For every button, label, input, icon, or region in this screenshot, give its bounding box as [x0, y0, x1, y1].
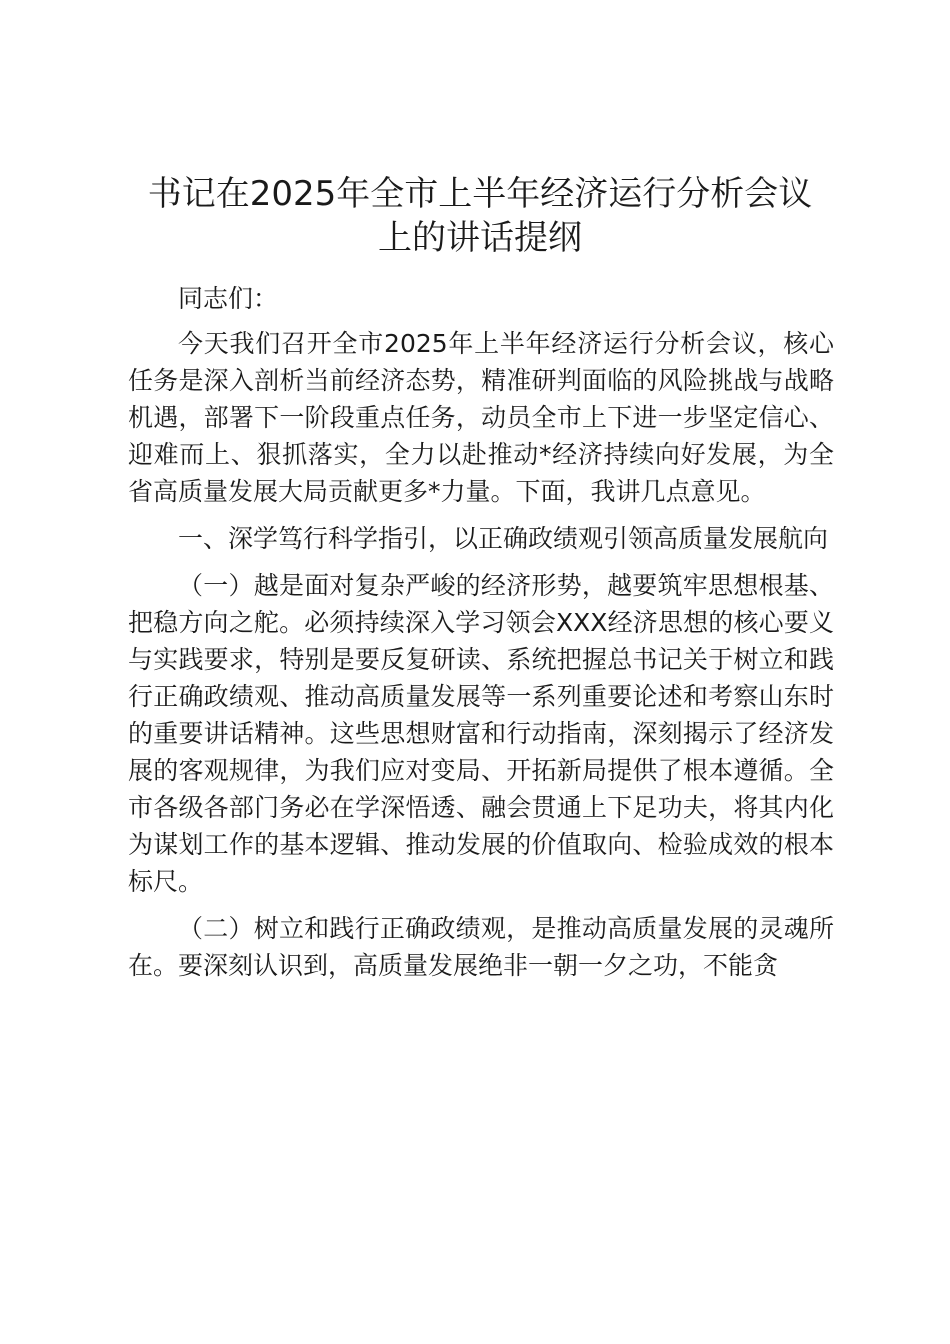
title-line-2: 上的讲话提纲 — [378, 218, 582, 258]
document-body — [128, 280, 834, 984]
item-2-paragraph: （二）树立和践行正确政绩观，是推动高质量发展的灵魂所在。要深刻认识到，高质量发展绝非一朝一夕之功，不能贪 — [128, 914, 834, 980]
item-1-paragraph: （一）越是面对复杂严峻的经济形势，越要筑牢思想根基、把稳方向之舵。必须持续深入学习领会XXX经济思想的核心要义与实践要求，特别是要反复研读、系统把握总书记关于树立和践行正确政绩观、推动高质量发展等一系列重要论述和考察山东时的重要讲话精神。这些思想财富和行动指南，深刻揭示了经济发展的客观规律，为我们应对变局、开拓新局提供了根本遵循。全市各级各部门务必在学深悟透、融会贯通上下足功夫，将其内化为谋划工作的基本逻辑、推动发展的价值取向、检验成效的根本标尺。 — [128, 571, 834, 896]
section-1-heading: 一、深学笃行科学指引，以正确政绩观引领高质量发展航向 — [178, 524, 829, 553]
intro-paragraph: 今天我们召开全市2025年上半年经济运行分析会议，核心任务是深入剖析当前经济态势，精准研判面临的风险挑战与战略机遇，部署下一阶段重点任务，动员全市上下进一步坚定信心、迎难而上、狠抓落实，全力以赴推动*经济持续向好发展，为全省高质量发展大局贡献更多*力量。下面，我讲几点意见。 — [128, 329, 834, 506]
document-title — [110, 172, 850, 260]
greeting: 同志们： — [178, 284, 279, 313]
title-line-1: 书记在2025年全市上半年经济运行分析会议 — [147, 174, 813, 214]
